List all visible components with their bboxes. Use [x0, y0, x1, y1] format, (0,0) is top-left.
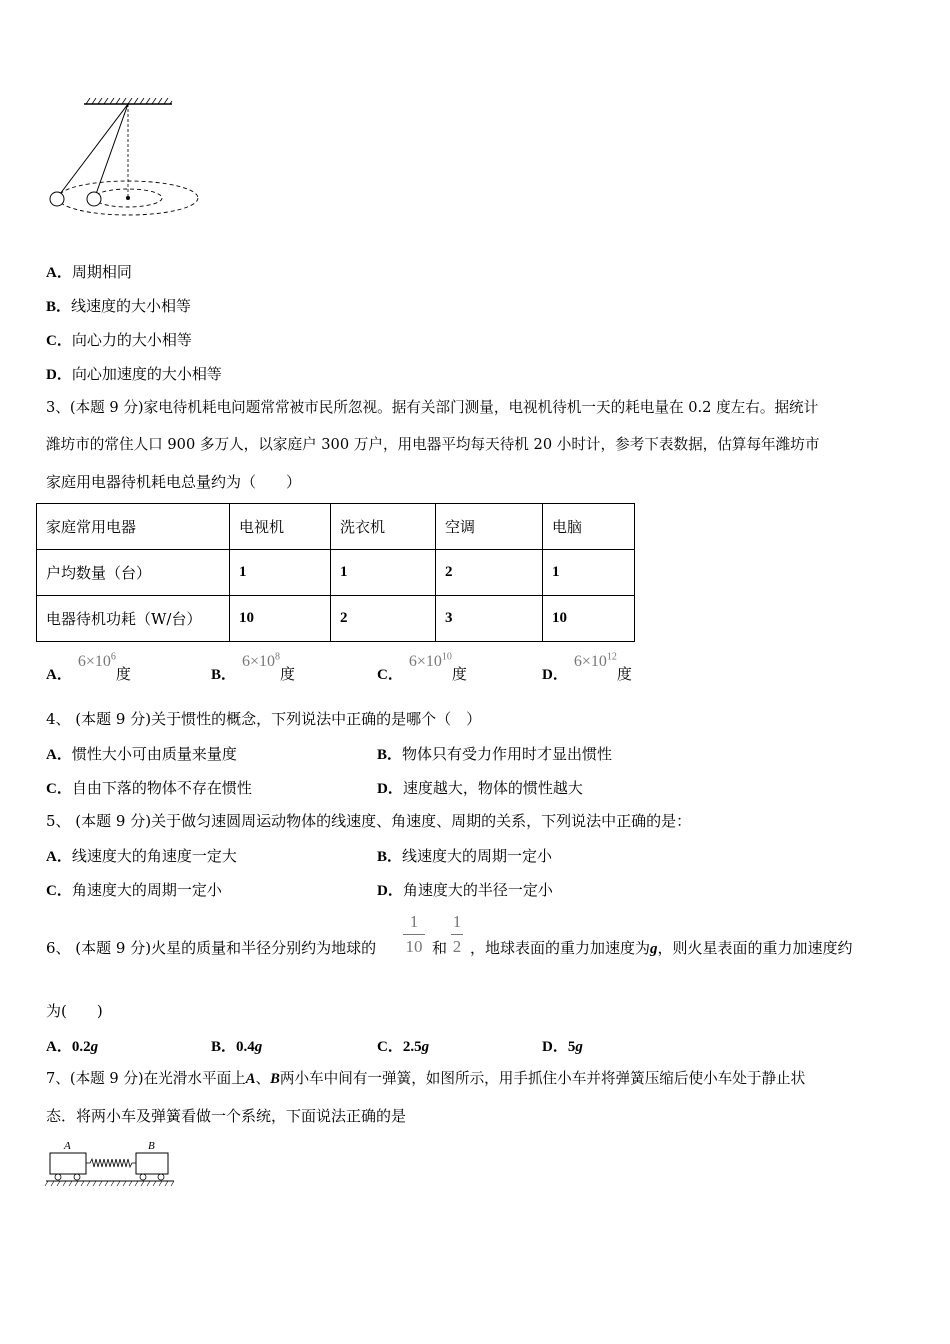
- q6-stem-part1: 6、 (本题 9 分)火星的质量和半径分别约为地球的: [46, 939, 377, 957]
- q3-stem-line2: 潍坊市的常住人口 900 多万人，以家庭户 300 万户，用电器平均每天待机 20 小时计，参考下表数据，估算每年潍坊市: [46, 436, 820, 453]
- q7-stem-line1: 7、(本题 9 分)在光滑水平面上A、B两小车中间有一弹簧，如图所示，用手抓住小车并将弹簧压缩后使小车处于静止状: [46, 1070, 806, 1087]
- table-cell: 10: [543, 596, 635, 642]
- conical-pendulum-figure: [40, 98, 210, 218]
- q3-option-d: D．$6\times 10^{12}$度: [542, 651, 632, 683]
- q5-option-c: C．角速度大的周期一定小: [46, 881, 222, 899]
- q4-option-c: C．自由下落的物体不存在惯性: [46, 779, 252, 797]
- q3-option-c: C．$6\times 10^{10}$度: [377, 651, 467, 683]
- table-cell: 1: [543, 550, 635, 596]
- q6-option-b: B．0.4g: [211, 1039, 263, 1055]
- q7-stem-line2: 态．将两小车及弹簧看做一个系统，下面说法正确的是: [46, 1107, 407, 1125]
- q4-option-b: B．物体只有受力作用时才显出惯性: [377, 745, 613, 763]
- table-cell: 2: [436, 550, 543, 596]
- table-cell: 洗衣机: [331, 504, 436, 550]
- table-cell: 家庭常用电器: [37, 504, 230, 550]
- table-cell: 10: [230, 596, 331, 642]
- table-cell: 2: [331, 596, 436, 642]
- table-cell: 1: [331, 550, 436, 596]
- q6-and: 和: [432, 939, 448, 957]
- q5-stem: 5、 (本题 9 分)关于做匀速圆周运动物体的线速度、角速度、周期的关系，下列说法中正确的是：: [46, 812, 692, 830]
- cart-b-label: B: [148, 1140, 155, 1152]
- q4-stem: 4、 (本题 9 分)关于惯性的概念，下列说法中正确的是哪个（ ）: [46, 710, 482, 728]
- q6-option-d: D．5g: [542, 1039, 583, 1055]
- q6-stem-part2: ，地球表面的重力加速度为g，则火星表面的重力加速度约: [470, 939, 853, 957]
- q2-option-b: B．线速度的大小相等: [46, 297, 192, 315]
- table-row: [37, 596, 635, 642]
- carts-spring-figure: [44, 1138, 178, 1190]
- q6-fraction-one-tenth: 1 10: [403, 912, 425, 957]
- q2-option-c: C．向心力的大小相等: [46, 331, 192, 349]
- q6-option-a: A．0.2g: [46, 1039, 99, 1055]
- cart-a-label: A: [64, 1140, 71, 1152]
- table-cell: 3: [436, 596, 543, 642]
- table-cell: 电视机: [230, 504, 331, 550]
- q3-option-b: B．$6\times 10^8$度: [211, 651, 296, 683]
- q6-option-c: C．2.5g: [377, 1039, 430, 1055]
- table-row: [37, 550, 635, 596]
- q5-option-a: A．线速度大的角速度一定大: [46, 847, 237, 865]
- q6-stem-line2: 为( ): [46, 1002, 103, 1020]
- q5-option-d: D．角速度大的半径一定小: [377, 881, 553, 899]
- table-cell: 电脑: [543, 504, 635, 550]
- table-cell: 电器待机功耗（W/台）: [37, 596, 230, 642]
- q4-option-d: D．速度越大，物体的惯性越大: [377, 779, 583, 797]
- q2-option-d: D．向心加速度的大小相等: [46, 365, 222, 383]
- table-cell: 1: [230, 550, 331, 596]
- q3-stem-line1: 3、(本题 9 分)家电待机耗电问题常常被市民所忽视。据有关部门测量，电视机待机一天的耗电量在 0.2 度左右。据统计: [46, 399, 819, 416]
- q3-option-a: A．$6\times 10^6$度: [46, 651, 131, 683]
- table-cell: 户均数量（台）: [37, 550, 230, 596]
- q6-fraction-one-half: 1 2: [452, 912, 462, 956]
- q2-option-a: A．周期相同: [46, 263, 132, 281]
- q5-option-b: B．线速度大的周期一定小: [377, 847, 553, 865]
- q3-stem-line3: 家庭用电器待机耗电总量约为（ ）: [46, 473, 302, 491]
- table-row: [37, 504, 635, 550]
- appliance-table: [36, 503, 635, 642]
- q4-option-a: A．惯性大小可由质量来量度: [46, 745, 237, 763]
- table-cell: 空调: [436, 504, 543, 550]
